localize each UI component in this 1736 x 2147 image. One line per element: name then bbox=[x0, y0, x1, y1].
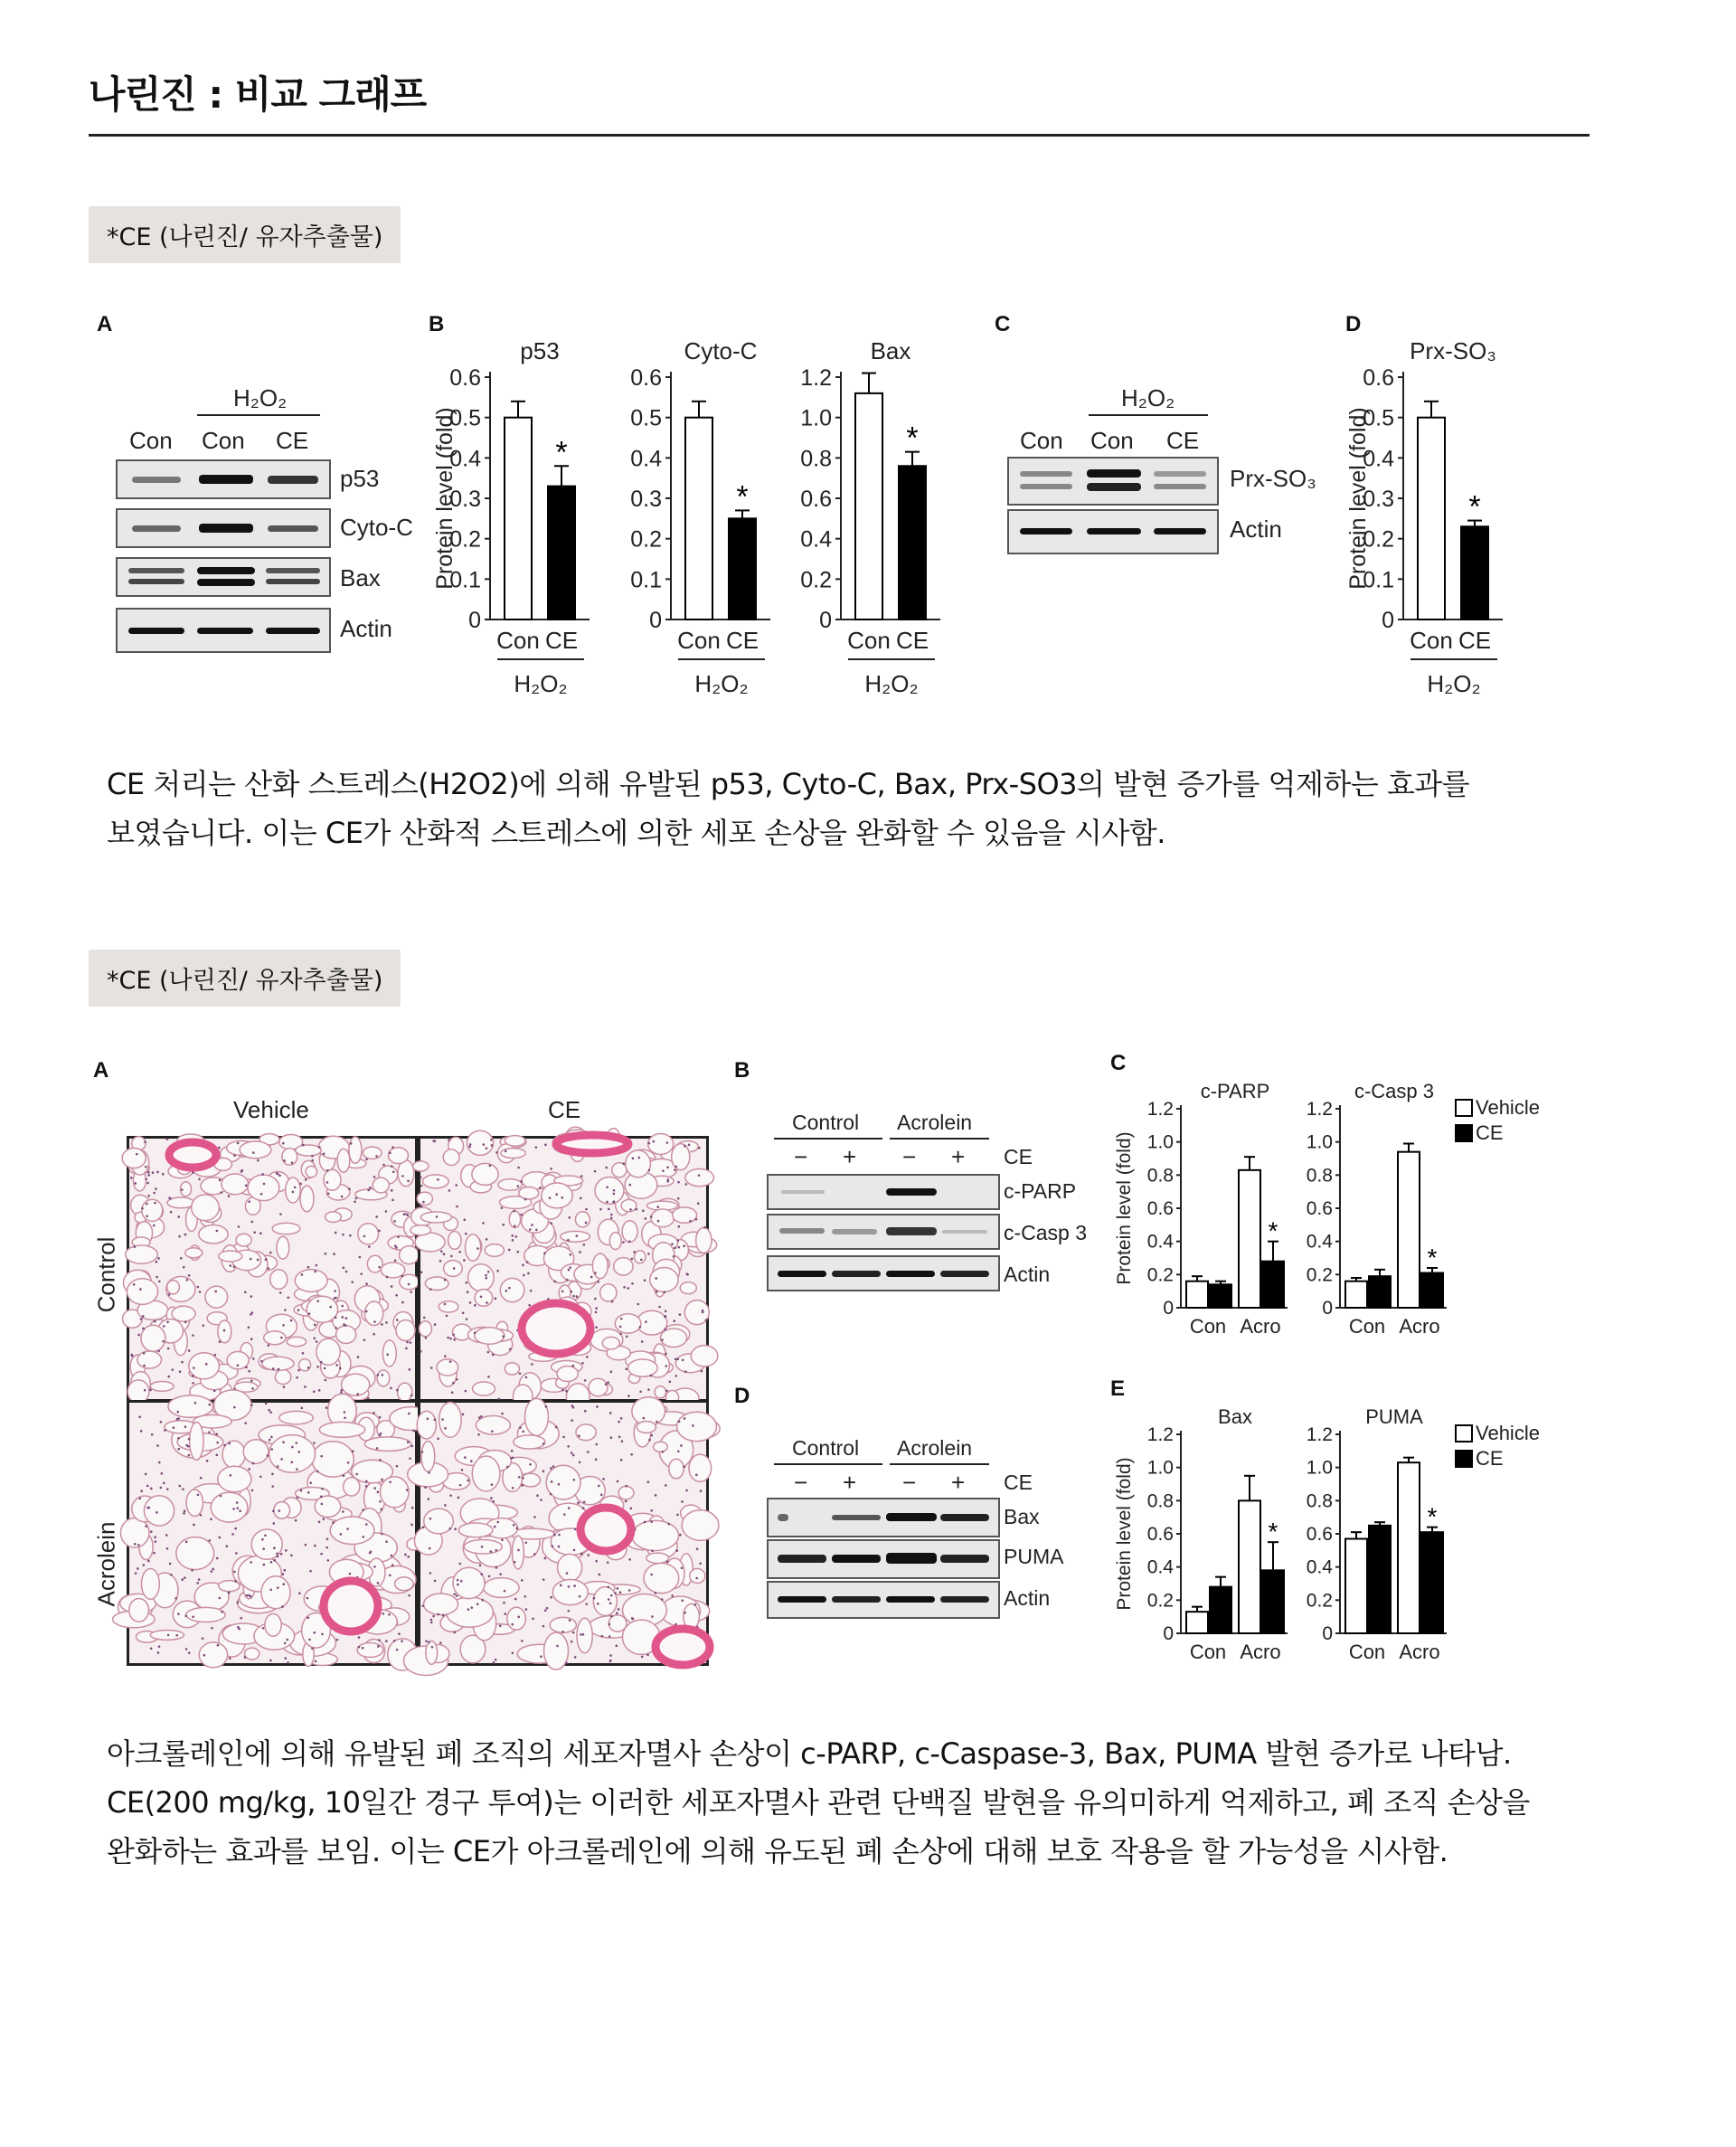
y-tick-label-bax: 0.4 bbox=[800, 526, 832, 553]
y-tick-label-p53: 0.1 bbox=[449, 567, 481, 593]
s1c-h2o2-bracket bbox=[1089, 414, 1208, 416]
x-tick-label-puma-176: Con bbox=[1348, 1641, 1386, 1663]
chart-title-cparp-0: c-PARP bbox=[1200, 1080, 1270, 1102]
y-tick-label-bax-0: 0.8 bbox=[1146, 1490, 1174, 1512]
s2-panel-b-label: B bbox=[734, 1058, 750, 1083]
y-axis-label-prxso: Protein level (fold) bbox=[1345, 407, 1371, 590]
s1a-col-con2: Con bbox=[202, 427, 245, 454]
x-tick-label-bax: Con bbox=[847, 627, 891, 654]
y-tick-label-cytoc: 0 bbox=[649, 608, 662, 633]
s2-panel-d-label: D bbox=[734, 1384, 750, 1408]
bar-bax-0-con-ce bbox=[1210, 1587, 1231, 1633]
s2b-plus-2: + bbox=[951, 1143, 966, 1170]
s1a-blot-cytoc bbox=[116, 508, 331, 548]
y-tick-label-bax-0: 1.2 bbox=[1146, 1424, 1174, 1445]
s2b-minus-2: − bbox=[902, 1143, 917, 1170]
bar-p53-ce bbox=[548, 487, 575, 620]
section1-tag: *CE (나린진/ 유자추출물) bbox=[89, 206, 401, 263]
s1c-row-actin: Actin bbox=[1230, 515, 1282, 543]
s1c-row-prxso3: Prx-SO₃ bbox=[1230, 465, 1316, 492]
s2b-col-control: Control bbox=[792, 1111, 860, 1134]
x-tick-label-p53: CE bbox=[544, 627, 579, 654]
y-tick-label-prxso: 0.3 bbox=[1363, 487, 1394, 512]
y-tick-label-bax-0: 0.6 bbox=[1146, 1524, 1174, 1545]
x-tick-label-bax: CE bbox=[895, 627, 929, 654]
s2d-minus-2: − bbox=[902, 1469, 917, 1496]
s2d-plus-1: + bbox=[843, 1469, 857, 1496]
bar-cparp-0-con-vehicle bbox=[1186, 1282, 1208, 1308]
s2b-row-cparp: c-PARP bbox=[1004, 1179, 1077, 1203]
bar-puma-176-con-vehicle bbox=[1345, 1539, 1367, 1634]
y-axis-label-p53: Protein level (fold) bbox=[432, 407, 458, 590]
legend-label-ce: CE bbox=[1476, 1121, 1504, 1144]
significance-star-puma-176: * bbox=[1427, 1502, 1438, 1531]
s1a-blot-bax bbox=[116, 557, 331, 597]
y-tick-label-ccasp3-176: 0 bbox=[1322, 1298, 1333, 1319]
bar-cytoc-con bbox=[685, 418, 712, 620]
y-tick-label-bax: 0.2 bbox=[800, 567, 832, 593]
y-tick-label-p53: 0.6 bbox=[449, 365, 481, 391]
s1-panel-a-label: A bbox=[97, 312, 113, 336]
x-tick-label-cytoc: CE bbox=[725, 627, 760, 654]
s2-description-line3: 완화하는 효과를 보임. 이는 CE가 아크롤레인에 의해 유도된 폐 손상에 대해 보호 작용을 할 가능성을 시사함. bbox=[107, 1834, 1448, 1868]
bar-bax-con bbox=[855, 393, 882, 620]
s2b-blot-actin bbox=[767, 1255, 1000, 1291]
x-tick-label-cytoc: Con bbox=[677, 627, 721, 654]
y-tick-label-cparp-0: 0.2 bbox=[1146, 1264, 1174, 1286]
chart-title-puma-176: PUMA bbox=[1365, 1405, 1423, 1428]
y-tick-label-bax-0: 0 bbox=[1163, 1623, 1174, 1644]
s1-description-line1: CE 처리는 산화 스트레스(H2O2)에 의해 유발된 p53, Cyto-C, Bax, Prx-SO3의 발현 증가를 억제하는 효과를 bbox=[107, 767, 1470, 801]
s1a-h2o2-bracket bbox=[197, 414, 320, 416]
legend-label-ce: CE bbox=[1476, 1447, 1504, 1470]
bar-ccasp3-176-acro-ce bbox=[1421, 1273, 1443, 1309]
y-tick-label-ccasp3-176: 0.8 bbox=[1306, 1165, 1333, 1187]
x-tick-label-cparp-0: Con bbox=[1189, 1315, 1227, 1338]
legend-label-vehicle: Vehicle bbox=[1476, 1422, 1540, 1444]
legend-swatch-vehicle bbox=[1456, 1425, 1472, 1442]
s1a-col-ce: CE bbox=[276, 427, 309, 454]
y-tick-label-cytoc: 0.3 bbox=[630, 487, 662, 512]
y-tick-label-prxso: 0.4 bbox=[1363, 446, 1394, 472]
bar-cparp-0-acro-vehicle bbox=[1239, 1170, 1260, 1308]
s1c-col-con2: Con bbox=[1090, 427, 1134, 454]
x-tick-label-prxso: Con bbox=[1410, 627, 1453, 654]
s2d-minus-1: − bbox=[794, 1469, 808, 1496]
s2b-row-ccasp3: c-Casp 3 bbox=[1004, 1221, 1088, 1244]
significance-star-cytoc: * bbox=[736, 479, 749, 515]
y-tick-label-prxso: 0.6 bbox=[1363, 365, 1394, 391]
y-tick-label-cparp-0: 0.6 bbox=[1146, 1198, 1174, 1219]
y-tick-label-cparp-0: 0.4 bbox=[1146, 1231, 1174, 1253]
s1c-col-ce: CE bbox=[1166, 427, 1200, 454]
y-tick-label-bax: 0 bbox=[819, 608, 832, 633]
bar-bax-0-con-vehicle bbox=[1186, 1612, 1208, 1633]
y-tick-label-prxso: 0 bbox=[1382, 608, 1394, 633]
s2-panel-e-label: E bbox=[1110, 1376, 1126, 1401]
legend-label-vehicle: Vehicle bbox=[1476, 1096, 1540, 1119]
s2d-blot-actin bbox=[767, 1581, 1000, 1619]
y-tick-label-cparp-0: 0.8 bbox=[1146, 1165, 1174, 1187]
s2d-col-acrolein: Acrolein bbox=[897, 1436, 973, 1460]
chart-title-p53: p53 bbox=[520, 337, 560, 364]
s2d-col-control: Control bbox=[792, 1436, 860, 1460]
s2-description-line2: CE(200 mg/kg, 10일간 경구 투여)는 이러한 세포자멸사 관련 단백질 발현을 유의미하게 억제하고, 폐 조직 손상을 bbox=[107, 1785, 1530, 1820]
x-tick-label-ccasp3-176: Acro bbox=[1399, 1315, 1440, 1338]
s2b-blot-cparp bbox=[767, 1174, 1000, 1210]
title-divider bbox=[89, 134, 1590, 137]
x-tick-label-cparp-0: Acro bbox=[1240, 1315, 1281, 1338]
s2d-acrolein-bracket bbox=[890, 1463, 989, 1465]
chart-title-bax-0: Bax bbox=[1218, 1405, 1252, 1428]
y-tick-label-bax: 0.6 bbox=[800, 487, 832, 512]
s2b-row-actin: Actin bbox=[1004, 1263, 1051, 1286]
s2d-ce-label: CE bbox=[1004, 1471, 1033, 1494]
y-tick-label-cparp-0: 1.2 bbox=[1146, 1099, 1174, 1120]
group-label-bax: H₂O₂ bbox=[864, 670, 919, 697]
s1c-col-con1: Con bbox=[1020, 427, 1063, 454]
s1a-blot-actin bbox=[116, 608, 331, 653]
bar-cparp-0-acro-ce bbox=[1262, 1262, 1284, 1308]
significance-star-cparp-0: * bbox=[1268, 1216, 1278, 1245]
bar-prxso-con bbox=[1418, 418, 1445, 620]
y-tick-label-cytoc: 0.5 bbox=[630, 405, 662, 431]
s2d-control-bracket bbox=[774, 1463, 882, 1465]
y-tick-label-puma-176: 0 bbox=[1322, 1623, 1333, 1644]
y-tick-label-puma-176: 0.2 bbox=[1306, 1590, 1333, 1612]
y-axis-label-cparp-0: Protein level (fold) bbox=[1114, 1131, 1135, 1285]
legend-swatch-ce bbox=[1456, 1125, 1472, 1141]
y-tick-label-cytoc: 0.6 bbox=[630, 365, 662, 391]
y-tick-label-bax: 1.0 bbox=[800, 405, 832, 431]
s2d-row-actin: Actin bbox=[1004, 1586, 1051, 1610]
s2c-charts bbox=[1114, 1076, 1588, 1348]
y-tick-label-p53: 0.2 bbox=[449, 526, 481, 553]
y-tick-label-cytoc: 0.1 bbox=[630, 567, 662, 593]
y-tick-label-puma-176: 0.6 bbox=[1306, 1524, 1333, 1545]
section2-tag: *CE (나린진/ 유자추출물) bbox=[89, 950, 401, 1007]
chart-title-bax: Bax bbox=[870, 337, 911, 364]
s2b-ce-label: CE bbox=[1004, 1145, 1033, 1168]
y-tick-label-bax: 1.2 bbox=[800, 365, 832, 391]
x-tick-label-ccasp3-176: Con bbox=[1348, 1315, 1386, 1338]
s1a-row-actin: Actin bbox=[340, 615, 392, 642]
s2-panel-a-label: A bbox=[93, 1058, 109, 1083]
s1-panel-b-label: B bbox=[429, 312, 445, 336]
y-tick-label-cparp-0: 1.0 bbox=[1146, 1131, 1174, 1153]
s2e-charts bbox=[1114, 1402, 1588, 1673]
y-tick-label-puma-176: 1.2 bbox=[1306, 1424, 1333, 1445]
s1a-h2o2-label: H₂O₂ bbox=[233, 384, 288, 411]
bar-ccasp3-176-con-ce bbox=[1369, 1276, 1391, 1308]
bar-puma-176-acro-ce bbox=[1421, 1532, 1443, 1633]
bar-ccasp3-176-acro-vehicle bbox=[1398, 1152, 1420, 1308]
s2a-col-vehicle: Vehicle bbox=[233, 1096, 309, 1123]
histology-acrolein-ce bbox=[418, 1400, 709, 1666]
x-tick-label-bax-0: Acro bbox=[1240, 1641, 1281, 1663]
s2a-row-control: Control bbox=[92, 1236, 120, 1313]
s1-description-line2: 보였습니다. 이는 CE가 산화적 스트레스에 의한 세포 손상을 완화할 수 있음을 시사함. bbox=[107, 816, 1165, 850]
s1a-blot-p53 bbox=[116, 459, 331, 499]
bar-p53-con bbox=[505, 418, 532, 620]
y-tick-label-p53: 0.5 bbox=[449, 405, 481, 431]
chart-title-ccasp3-176: c-Casp 3 bbox=[1354, 1080, 1435, 1102]
chart-title-cytoc: Cyto-C bbox=[684, 337, 758, 364]
s1c-h2o2-label: H₂O₂ bbox=[1121, 384, 1175, 411]
bar-cparp-0-con-ce bbox=[1210, 1284, 1231, 1308]
bar-puma-176-acro-vehicle bbox=[1398, 1462, 1420, 1633]
s2d-row-bax: Bax bbox=[1004, 1505, 1040, 1528]
s1c-blot-actin bbox=[1007, 509, 1219, 554]
y-tick-label-cytoc: 0.4 bbox=[630, 446, 662, 472]
x-tick-label-puma-176: Acro bbox=[1399, 1641, 1440, 1663]
y-tick-label-bax-0: 0.4 bbox=[1146, 1556, 1174, 1578]
bar-prxso-ce bbox=[1461, 526, 1488, 620]
chart-title-prxso: Prx-SO₃ bbox=[1410, 337, 1496, 364]
x-tick-label-p53: Con bbox=[496, 627, 540, 654]
significance-star-bax-0: * bbox=[1268, 1518, 1278, 1546]
y-tick-label-puma-176: 0.4 bbox=[1306, 1556, 1333, 1578]
significance-star-bax: * bbox=[906, 421, 919, 456]
y-tick-label-p53: 0 bbox=[468, 608, 481, 633]
significance-star-prxso: * bbox=[1468, 489, 1481, 525]
s1a-col-con1: Con bbox=[129, 427, 173, 454]
s2b-col-acrolein: Acrolein bbox=[897, 1111, 973, 1134]
s2-panel-c-label: C bbox=[1110, 1051, 1127, 1075]
bar-ccasp3-176-con-vehicle bbox=[1345, 1282, 1367, 1308]
group-label-p53: H₂O₂ bbox=[514, 670, 568, 697]
s2d-row-puma: PUMA bbox=[1004, 1545, 1064, 1568]
s2b-control-bracket bbox=[774, 1138, 882, 1140]
y-tick-label-cparp-0: 0 bbox=[1163, 1298, 1174, 1319]
group-label-prxso: H₂O₂ bbox=[1427, 670, 1481, 697]
y-tick-label-ccasp3-176: 1.0 bbox=[1306, 1131, 1333, 1153]
s2d-blot-bax bbox=[767, 1498, 1000, 1537]
s1-panel-d-label: D bbox=[1345, 312, 1362, 336]
legend-swatch-ce bbox=[1456, 1451, 1472, 1467]
significance-star-p53: * bbox=[555, 435, 568, 470]
bar-cytoc-ce bbox=[729, 518, 756, 620]
page-title: 나린진 : 비교 그래프 bbox=[89, 72, 427, 117]
histology-control-ce bbox=[418, 1136, 709, 1402]
s2d-plus-2: + bbox=[951, 1469, 966, 1496]
bar-puma-176-con-ce bbox=[1369, 1526, 1391, 1633]
histology-control-vehicle bbox=[127, 1136, 418, 1402]
bar-bax-ce bbox=[899, 466, 926, 620]
s1d-chart bbox=[1345, 330, 1573, 710]
group-label-cytoc: H₂O₂ bbox=[694, 670, 749, 697]
significance-star-ccasp3-176: * bbox=[1427, 1244, 1438, 1272]
bar-bax-0-acro-vehicle bbox=[1239, 1500, 1260, 1633]
s1b-charts bbox=[432, 330, 986, 710]
y-tick-label-bax: 0.8 bbox=[800, 446, 832, 472]
y-tick-label-bax-0: 1.0 bbox=[1146, 1457, 1174, 1479]
y-tick-label-prxso: 0.5 bbox=[1363, 405, 1394, 431]
legend-swatch-vehicle bbox=[1456, 1100, 1472, 1116]
y-tick-label-puma-176: 0.8 bbox=[1306, 1490, 1333, 1512]
y-axis-label-bax-0: Protein level (fold) bbox=[1114, 1457, 1135, 1611]
y-tick-label-p53: 0.3 bbox=[449, 487, 481, 512]
y-tick-label-bax-0: 0.2 bbox=[1146, 1590, 1174, 1612]
y-tick-label-prxso: 0.2 bbox=[1363, 526, 1394, 553]
y-tick-label-cytoc: 0.2 bbox=[630, 526, 662, 553]
s1c-blot-prxso3 bbox=[1007, 457, 1219, 506]
y-tick-label-prxso: 0.1 bbox=[1363, 567, 1394, 593]
x-tick-label-prxso: CE bbox=[1458, 627, 1492, 654]
s2b-blot-ccasp3 bbox=[767, 1214, 1000, 1250]
bar-bax-0-acro-ce bbox=[1262, 1570, 1284, 1633]
y-tick-label-puma-176: 1.0 bbox=[1306, 1457, 1333, 1479]
s2b-minus-1: − bbox=[794, 1143, 808, 1170]
y-tick-label-ccasp3-176: 1.2 bbox=[1306, 1099, 1333, 1120]
y-tick-label-p53: 0.4 bbox=[449, 446, 481, 472]
histology-acrolein-vehicle bbox=[127, 1400, 418, 1666]
s2d-blot-puma bbox=[767, 1539, 1000, 1579]
s1-panel-c-label: C bbox=[995, 312, 1011, 336]
s1a-row-cytoc: Cyto-C bbox=[340, 514, 413, 541]
s2-description-line1: 아크롤레인에 의해 유발된 폐 조직의 세포자멸사 손상이 c-PARP, c-Caspase-3, Bax, PUMA 발현 증가로 나타남. bbox=[107, 1736, 1512, 1771]
y-tick-label-ccasp3-176: 0.2 bbox=[1306, 1264, 1333, 1286]
s2b-plus-1: + bbox=[843, 1143, 857, 1170]
y-tick-label-ccasp3-176: 0.4 bbox=[1306, 1231, 1333, 1253]
s1a-row-p53: p53 bbox=[340, 465, 380, 492]
y-tick-label-ccasp3-176: 0.6 bbox=[1306, 1198, 1333, 1219]
x-tick-label-bax-0: Con bbox=[1189, 1641, 1227, 1663]
s2a-row-acrolein: Acrolein bbox=[92, 1521, 120, 1607]
s1a-row-bax: Bax bbox=[340, 564, 381, 591]
s2b-acrolein-bracket bbox=[890, 1138, 989, 1140]
s2a-col-ce: CE bbox=[548, 1096, 581, 1123]
